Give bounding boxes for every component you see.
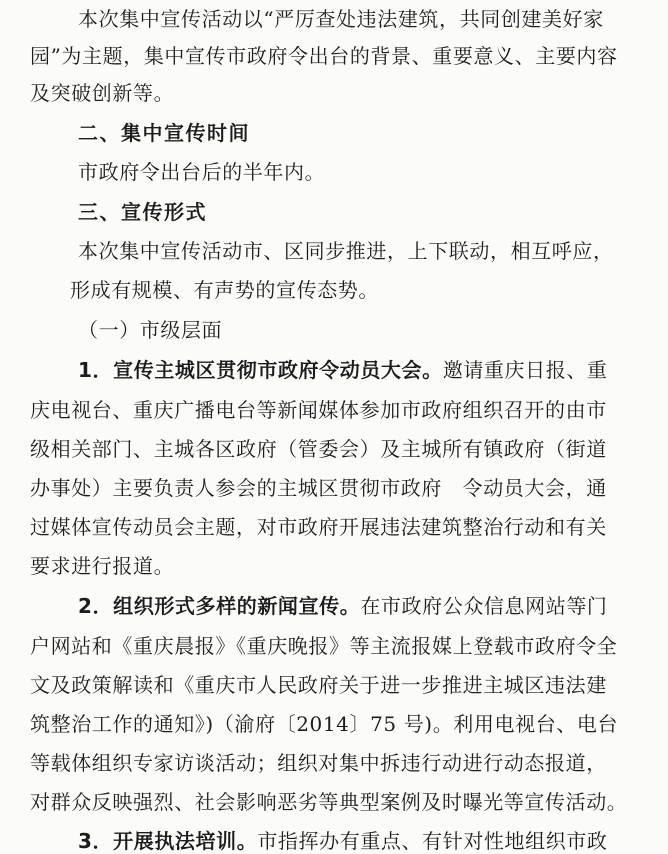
section-3-heading: 三、宣传形式 — [78, 200, 207, 224]
item-3-line-1 — [78, 828, 608, 854]
item-2-line-5: 等载体组织专家访谈活动；组织对集中拆违行动进行动态报道， — [30, 751, 607, 775]
intro-line-1: 本次集中宣传活动以“严厉查处违法建筑，共同创建美好家 — [78, 7, 604, 31]
item-1-line-1 — [78, 357, 608, 383]
item-1-text: 邀请重庆日报、重 — [442, 358, 608, 382]
intro-line-3: 及突破创新等。 — [30, 81, 175, 105]
section-3-line-1: 本次集中宣传活动市、区同步推进，上下联动，相互呼应， — [78, 239, 614, 263]
item-1-line-6: 要求进行报道。 — [30, 554, 175, 578]
item-2-line-1 — [78, 593, 608, 619]
item-2-line-4: 筑整治工作的通知》)（渝府〔2014〕75 号)。利用电视台、电台 — [30, 712, 619, 736]
intro-line-2: 园”为主题，集中宣传市政府令出台的背景、重要意义、主要内容 — [30, 44, 618, 68]
item-2-line-2: 户网站和《重庆晨报》《重庆晚报》等主流报媒上登载市政府令全 — [30, 634, 618, 658]
section-3-line-2: 形成有规模、有声势的宣传态势。 — [70, 278, 379, 302]
item-1-line-3: 级相关部门、主城各区政府（管委会）及主城所有镇政府（街道 — [30, 437, 607, 461]
item-1-title: 1．宣传主城区贯彻市政府令动员大会。 — [78, 358, 443, 382]
item-3-text: 市指挥办有重点、有针对性地组织市政 — [257, 829, 608, 853]
item-2-title: 2．组织形式多样的新闻宣传。 — [78, 594, 361, 618]
item-1-line-2: 庆电视台、重庆广播电台等新闻媒体参加市政府组织召开的由市 — [30, 398, 607, 422]
item-2-line-3: 文及政策解读和《重庆市人民政府关于进一步推进主城区违法建 — [30, 673, 607, 697]
item-3-title: 3．开展执法培训。 — [78, 829, 258, 853]
item-2-line-6: 对群众反映强烈、社会影响恶劣等典型案例及时曝光等宣传活动。 — [30, 790, 628, 814]
section-3-subheading: （一）市级层面 — [78, 318, 223, 342]
item-1-line-5: 过媒体宣传动员会主题，对市政府开展违法建筑整治行动和有关 — [30, 515, 607, 539]
item-1-line-4: 办事处）主要负责人参会的主城区贯彻市政府 令动员大会，通 — [30, 476, 607, 500]
section-2-heading: 二、集中宣传时间 — [78, 121, 250, 145]
item-2-text: 在市政府公众信息网站等门 — [360, 594, 608, 618]
section-2-text: 市政府令出台后的半年内。 — [78, 160, 326, 184]
